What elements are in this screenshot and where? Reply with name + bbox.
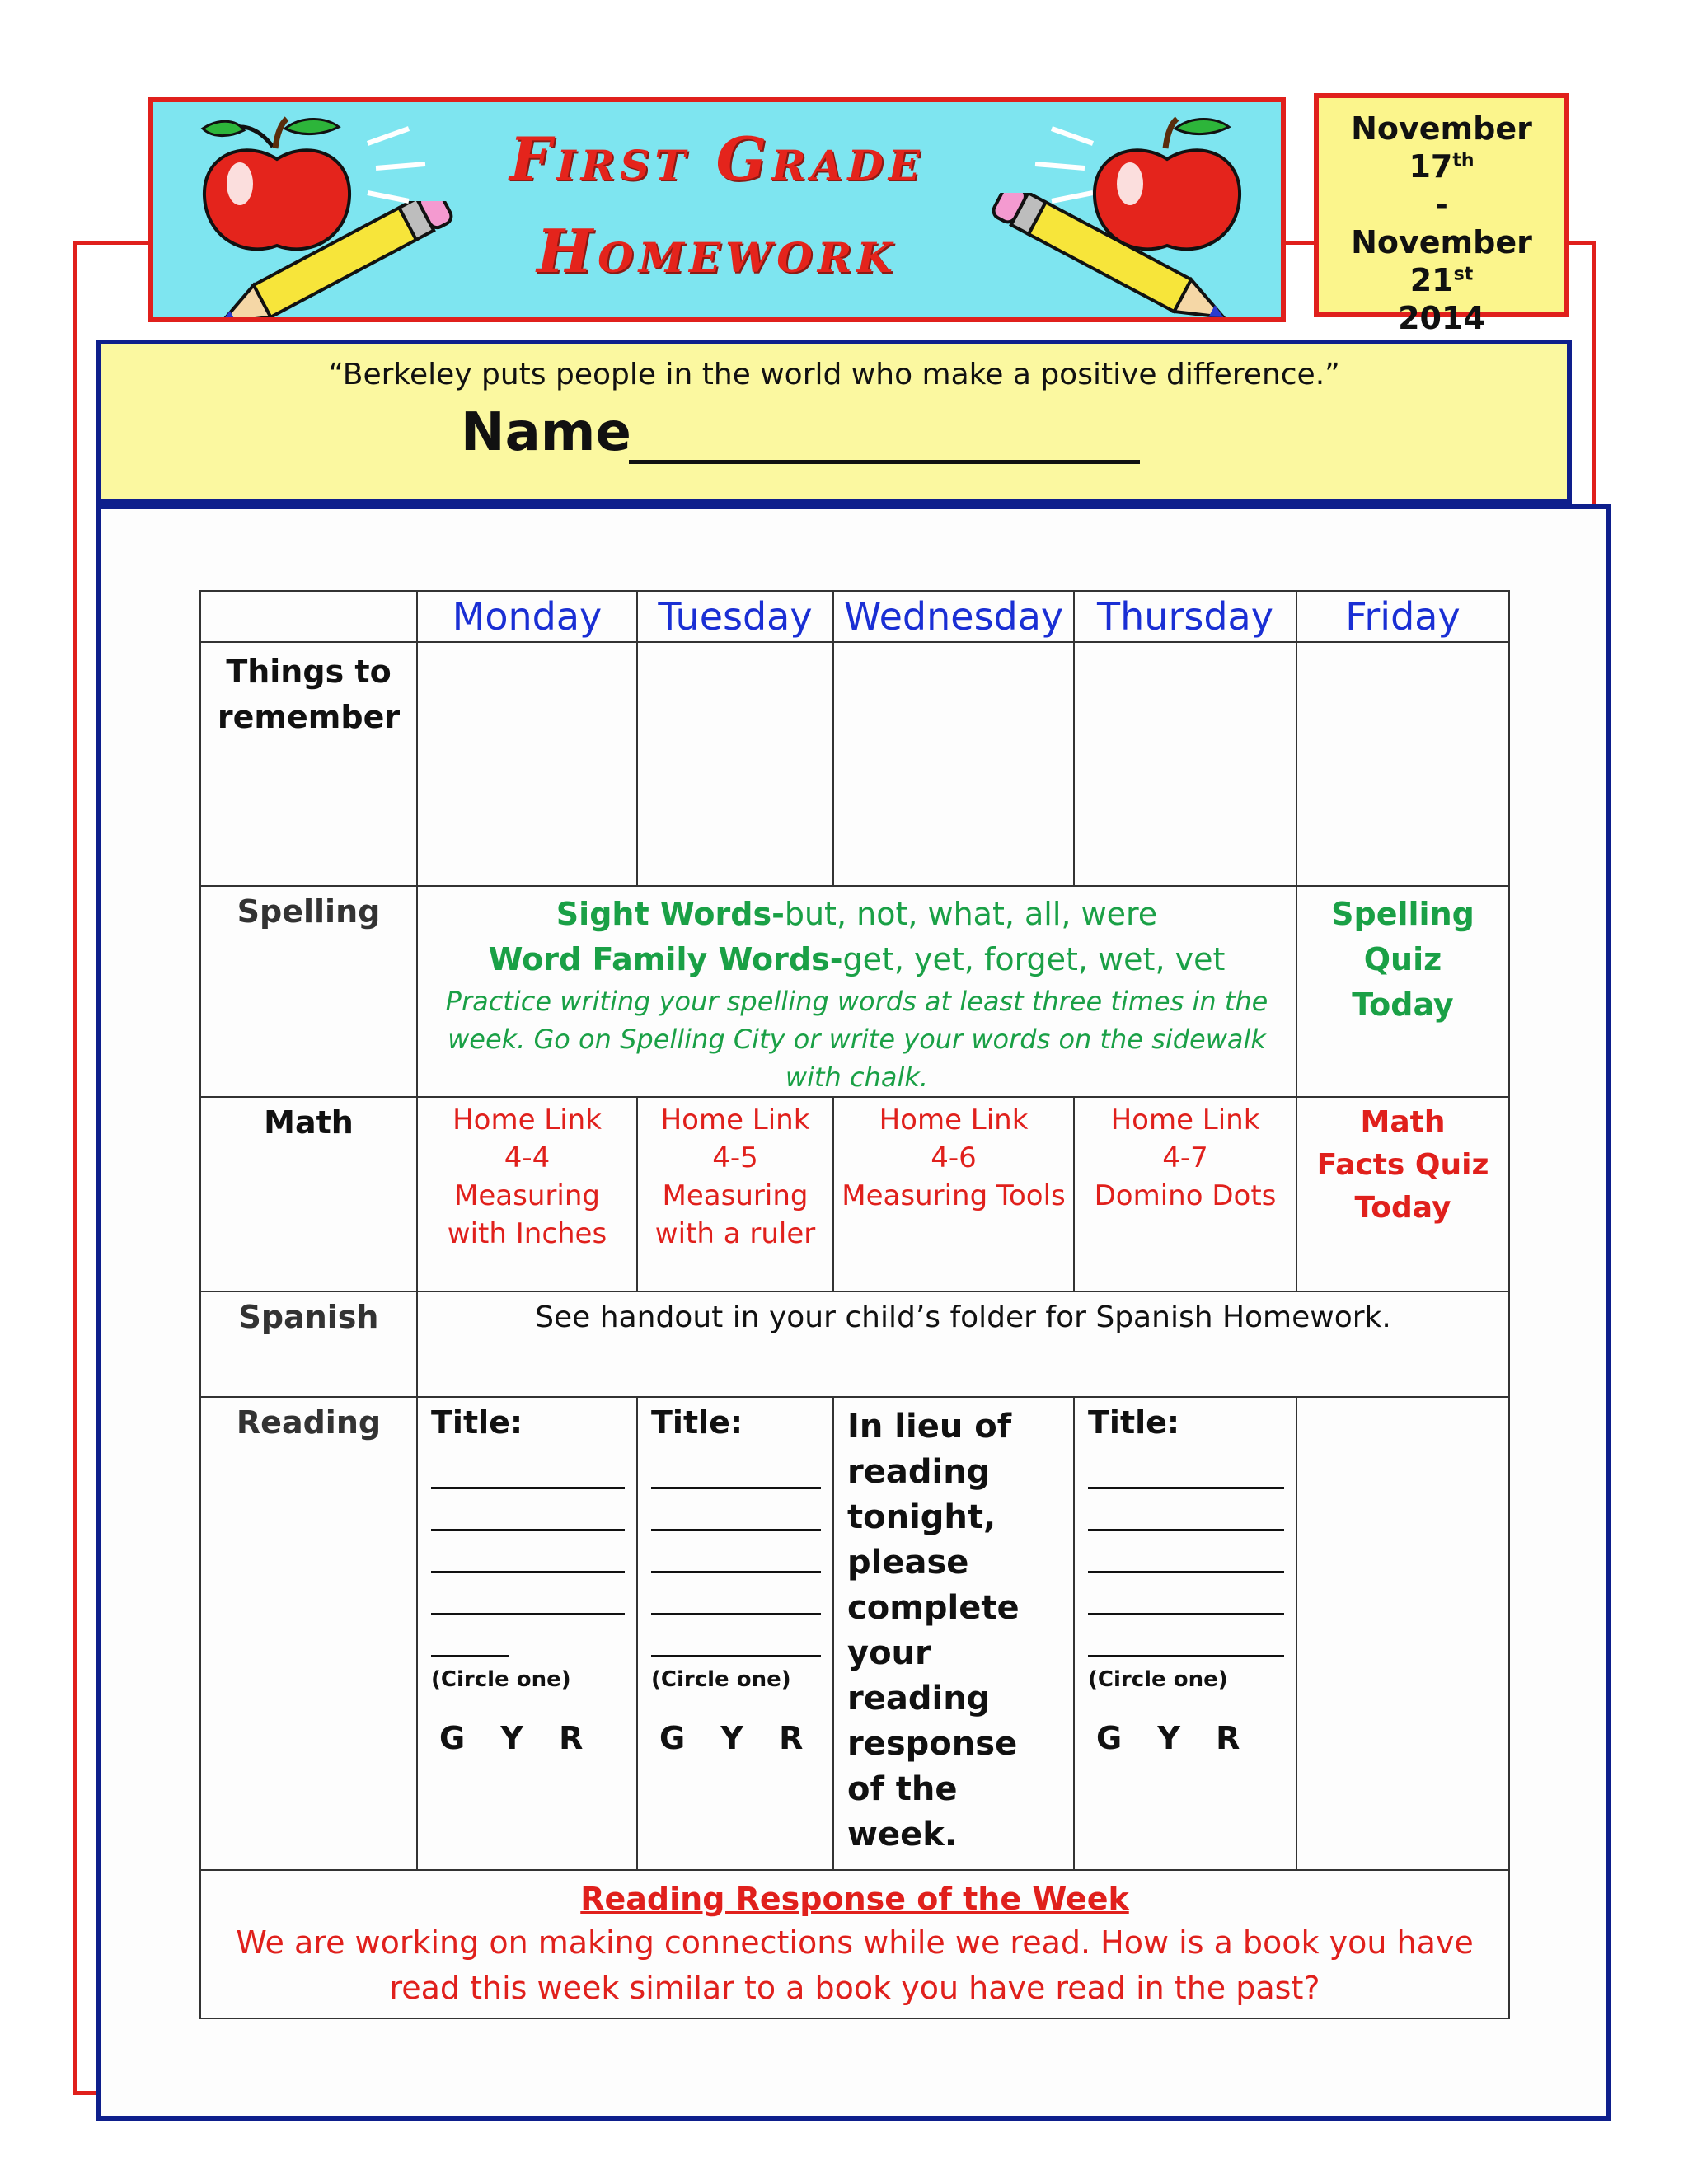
apple-icon xyxy=(1085,114,1250,262)
quote-box xyxy=(96,340,1572,504)
family-words: Word Family Words-get, yet, forget, wet, vet xyxy=(488,941,1226,977)
spelling-words-cell xyxy=(417,886,1296,1097)
title-blank-line xyxy=(651,1531,821,1573)
corner-cell xyxy=(200,591,417,642)
date-dash: - xyxy=(1435,186,1448,223)
banner-title-line1: First Grade xyxy=(509,124,925,194)
spelling-label: Spelling xyxy=(200,886,417,1097)
reading-tuesday xyxy=(637,1397,833,1870)
title-blank-line xyxy=(651,1615,821,1657)
reading-title-label: Title: xyxy=(431,1404,523,1441)
title-blank-line xyxy=(431,1489,625,1531)
response-row xyxy=(200,1870,1509,2018)
things-thursday xyxy=(1074,642,1296,886)
things-row xyxy=(200,642,1509,886)
title-blank-line xyxy=(431,1531,625,1573)
day-tuesday: Tuesday xyxy=(637,591,833,642)
spanish-note: See handout in your child’s folder for Spanish Homework. xyxy=(417,1291,1509,1397)
title-blank-line xyxy=(1088,1531,1284,1573)
title-blank-line xyxy=(1088,1573,1284,1615)
math-wednesday: Home Link 4-6 Measuring Tools xyxy=(833,1097,1074,1291)
date-start: November 17th xyxy=(1351,110,1532,185)
gyr-rating: G Y R xyxy=(659,1720,804,1756)
spelling-practice: Practice writing your spelling words at least three times in the week. Go on Spelling City or write your words on the sidewalk with chalk. xyxy=(445,986,1268,1093)
math-tuesday: Home Link 4-5 Measuring with a ruler xyxy=(637,1097,833,1291)
day-thursday: Thursday xyxy=(1074,591,1296,642)
reading-title-label: Title: xyxy=(651,1404,743,1441)
spelling-quiz-friday: Spelling Quiz Today xyxy=(1296,886,1509,1097)
reading-row xyxy=(200,1397,1509,1870)
homework-table xyxy=(199,590,1510,2019)
reading-response-cell xyxy=(200,1870,1509,2018)
title-blank-line xyxy=(651,1447,821,1489)
name-blank-line xyxy=(629,460,1140,464)
date-end: November 21st xyxy=(1351,224,1532,298)
school-quote: “Berkeley puts people in the world who make a positive difference.” xyxy=(328,358,1340,391)
banner-title-line2: Homework xyxy=(537,216,898,286)
title-blank-line xyxy=(1088,1447,1284,1489)
circle-one-label: (Circle one) xyxy=(431,1667,571,1692)
title-blank-line xyxy=(431,1447,625,1489)
things-friday xyxy=(1296,642,1509,886)
reading-friday xyxy=(1296,1397,1509,1870)
reading-thursday xyxy=(1074,1397,1296,1870)
title-banner xyxy=(148,97,1286,322)
reading-monday xyxy=(417,1397,637,1870)
spanish-row xyxy=(200,1291,1509,1397)
gyr-rating: G Y R xyxy=(439,1720,584,1756)
title-blank-line xyxy=(1088,1489,1284,1531)
math-thursday: Home Link 4-7 Domino Dots xyxy=(1074,1097,1296,1291)
things-wednesday xyxy=(833,642,1074,886)
things-tuesday xyxy=(637,642,833,886)
reading-title-label: Title: xyxy=(1088,1404,1180,1441)
spelling-row xyxy=(200,886,1509,1097)
spanish-label: Spanish xyxy=(200,1291,417,1397)
title-blank-line xyxy=(431,1615,509,1657)
gyr-rating: G Y R xyxy=(1096,1720,1240,1756)
date-box xyxy=(1314,93,1569,336)
math-label: Math xyxy=(200,1097,417,1291)
things-label: Things to remember xyxy=(200,642,417,886)
name-label: Name xyxy=(461,402,631,463)
math-monday: Home Link 4-4 Measuring with Inches xyxy=(417,1097,637,1291)
day-monday: Monday xyxy=(417,591,637,642)
date-year: 2014 xyxy=(1398,300,1485,336)
title-blank-line xyxy=(1088,1615,1284,1657)
day-wednesday: Wednesday xyxy=(833,591,1074,642)
circle-one-label: (Circle one) xyxy=(1088,1667,1228,1692)
response-heading: Reading Response of the Week xyxy=(580,1881,1129,1917)
title-blank-line xyxy=(651,1573,821,1615)
math-quiz-friday: Math Facts Quiz Today xyxy=(1296,1097,1509,1291)
title-blank-line xyxy=(431,1573,625,1615)
reading-wednesday: In lieu of reading tonight, please complete your reading response of the week. xyxy=(833,1397,1074,1870)
math-row xyxy=(200,1097,1509,1291)
reading-label: Reading xyxy=(200,1397,417,1870)
day-friday: Friday xyxy=(1296,591,1509,642)
sight-words: Sight Words-but, not, what, all, were xyxy=(556,896,1158,932)
response-text: We are working on making connections while we read. How is a book you have read this week similar to a book you have read in the past? xyxy=(236,1924,1474,2006)
circle-one-label: (Circle one) xyxy=(651,1667,791,1692)
things-monday xyxy=(417,642,637,886)
title-blank-line xyxy=(651,1489,821,1531)
day-header-row xyxy=(200,591,1509,642)
